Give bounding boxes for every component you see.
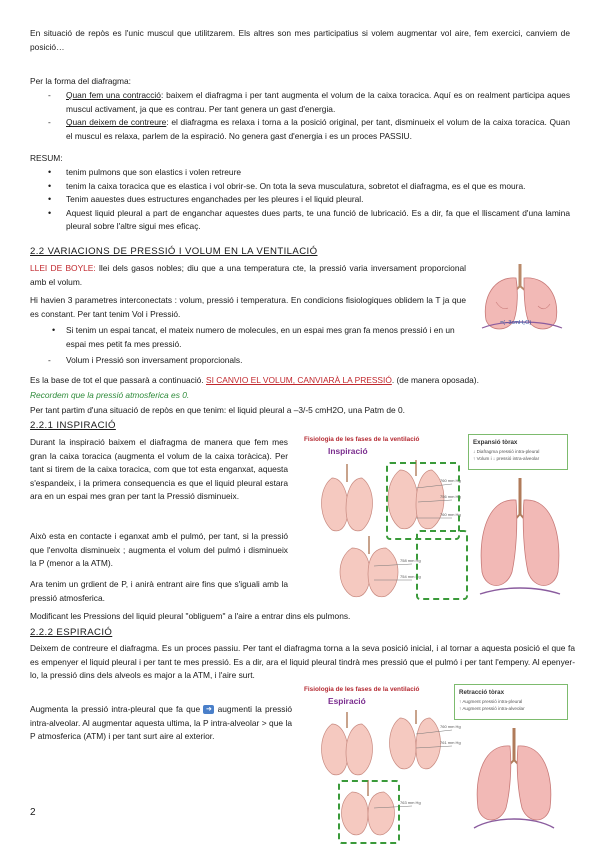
espiracio-paragraph-2	[30, 703, 292, 744]
boyle-text: llei dels gasos nobles; diu que a una temperatura cte, la pressió varia inversament proporcional amb el volum.	[30, 263, 467, 287]
section-heading: 2.2.2 ESPIRACIÓ	[30, 627, 113, 638]
svg-text:756 mm Hg: 756 mm Hg	[440, 494, 461, 499]
base-paragraph	[30, 374, 575, 388]
dashed-highlight	[338, 780, 400, 844]
svg-text:760 mm Hg: 760 mm Hg	[440, 724, 461, 729]
resum-heading: RESUM:	[30, 153, 63, 163]
expansio-box	[468, 434, 568, 470]
espiracio-text-pre: Augmenta la pressió intra-pleural que fa que	[30, 704, 204, 714]
recordem-note: Recordem que la pressió atmosferica es 0.	[30, 390, 190, 400]
boyle-list	[30, 324, 466, 368]
list-item	[30, 116, 570, 143]
svg-text:758 mm Hg: 758 mm Hg	[400, 558, 421, 563]
box-title: Retracció tòrax	[459, 689, 505, 696]
figure-title: Fisiologia de les fases de la ventilació	[304, 436, 420, 443]
list-item: • Aquest liquid pleural a part de enganchar aquestes dues parts, te una funció de lubricació. Es a dir, fa que el lliscament d'una lamina pleural sobre l'altre sigui mes eficaç.	[30, 207, 570, 234]
diafragma-list	[30, 89, 570, 143]
boyle-figure-label: =(−3cmH₂O)	[500, 320, 532, 326]
resum-list	[30, 166, 570, 234]
dashed-highlight	[386, 462, 460, 540]
boyle-lung-figure	[472, 258, 572, 340]
inspiracio-paragraph-1: Durant la inspiració baixem el diafragma de manera que fem mes gran la caixa toracica (augmenta el volum de la caixa toràcica). Per tant si tirem de la caixa toracica, com que tot esta enganxat, aquesta s'espandeix, i la primera consequencia es que el liquid pleural estara ara en un espai mes gran per tant la Pressió disminueix.	[30, 437, 288, 502]
list-item	[30, 89, 570, 116]
figure-title: Fisiologia de les fases de la ventilació	[304, 686, 420, 693]
espiracio-paragraph-1	[30, 642, 575, 683]
figure-subtitle: Inspiració	[328, 446, 368, 456]
box-item: ↑ Volum i ↓ pressió intra-alveolar	[473, 456, 540, 461]
params-paragraph: Hi havien 3 parametres interconectats : volum, pressió i temperatura. En condicions fisiologiques oblidem la T ja que es constant. Per tant tenim Vol i Pressió.	[30, 295, 466, 319]
list-item: • Si tenim un espai tancat, el mateix numero de molecules, en un espai mes gran fa menos pressió i en un espai mes petit fa mes pressió.	[30, 324, 466, 351]
svg-text:763 mm Hg: 763 mm Hg	[400, 800, 421, 805]
expiration-lungs-illustration	[464, 724, 564, 842]
intro-paragraph: En situació de repòs es l'unic muscul que utilitzarem. Els altres son mes participatius si volem augmentar vol aire, fem exercici, canviem de posició…	[30, 28, 570, 52]
inspiracio-paragraph-3: Ara tenim un grdient de P, i anirà entrant aire fins que s'iguali amb la pressió atmosferica.	[30, 579, 288, 603]
boyle-label: LLEI DE BOYLE:	[30, 263, 96, 273]
svg-text:760 mm Hg: 760 mm Hg	[440, 478, 461, 483]
boyle-paragraph	[30, 262, 466, 289]
partim-paragraph: Per tant partim d'una situació de repòs en que tenim: el liquid pleural a –3/-5 cmH2O, una Patm de 0.	[30, 405, 405, 415]
list-item-text: : el diafragma es relaxa i torna a la posició original, per tant, disminueix el volum de la caixa toracica. Quan el muscul es relaxa, parlem de la espiració. No genera gast d'energia i es un proces PASSIU.	[66, 117, 570, 141]
section-heading: 2.2 VARIACIONS DE PRESSIÓ I VOLUM EN LA VENTILACIÓ	[30, 246, 318, 257]
box-item: ↑ Augment pressió intra-alveolar	[459, 706, 525, 711]
base-post: . (de manera oposada).	[391, 375, 479, 385]
lungs-illustration	[472, 258, 572, 340]
box-title: Expansió tòrax	[473, 439, 518, 446]
inspiracio-paragraph-4: Modificant les Pressions del liquid pleural "obliguem" a l'aire a entrar dins els pulmons.	[30, 611, 351, 621]
espiracio-figure	[298, 680, 570, 845]
inspiration-lungs-illustration	[474, 474, 566, 604]
svg-text:760 mm Hg: 760 mm Hg	[440, 512, 461, 517]
svg-text:761 mm Hg: 761 mm Hg	[440, 740, 461, 745]
espiracio-text: Deixem de contreure el diafragma. Es un proces passiu. Per tant el diafragma torna a la seva posició inicial, i al tornar a aquesta posició el que fa es empenyer el liquid pleural i per tant te mes pressió. Es a dir, ara el liquid pleural tindrà mes pressió que el pulmó i per tant l'empeny. Al epenyer-lo, la pressió dins dels alveols es major a la ATM, i l'aire surt.	[30, 643, 575, 681]
page-number: 2	[30, 807, 36, 818]
dashed-highlight	[416, 530, 468, 600]
svg-text:754 mm Hg: 754 mm Hg	[400, 574, 421, 579]
list-item: • tenim pulmons que son elastics i volen retreure	[30, 166, 570, 180]
list-item: • Tenim aauestes dues estructures enganchades per les pleures i el liquid pleural.	[30, 193, 570, 207]
list-item-lead: Quan fem una contracció	[66, 90, 161, 100]
diafragma-heading: Per la forma del diafragma:	[30, 76, 132, 86]
list-item: • tenim la caixa toracica que es elastica i vol obrir-se. On tota la seva musculatura, sobretot el diafragma, es el que es moura.	[30, 180, 570, 194]
box-item: ↓ Diafragma pressió intra-pleural	[473, 449, 540, 454]
list-item: - Volum i Pressió son inversament proporcionals.	[30, 354, 466, 368]
box-item: ↑ Augment pressió intra-pleural	[459, 699, 523, 704]
list-item-lead: Quan deixem de contreure	[66, 117, 167, 128]
section-heading: 2.2.1 INSPIRACIÓ	[30, 420, 116, 431]
retraccio-box	[454, 684, 568, 720]
list-item-text: : baixem el diafragma i per tant augmenta el volum de la caixa toracica. Aquí es on realment participa aques muscul activament, ja que es contrau. Per tant genera un gast d'energia.	[66, 90, 571, 114]
arrow-right-icon: ➜	[203, 705, 214, 714]
base-highlight: SI CANVIO EL VOLUM, CANVIARÀ LA PRESSIÓ	[206, 375, 392, 385]
figure-subtitle: Espiració	[328, 696, 366, 706]
base-pre: Es la base de tot el que passarà a continuació.	[30, 375, 206, 385]
inspiracio-figure	[298, 430, 570, 608]
inspiracio-paragraph-2: Això esta en contacte i eganxat amb el pulmó, per tant, si la pressió que l'envolta disminueix ; augmenta el volum del pulmó i disminueix la P (menor a la ATM).	[30, 531, 288, 569]
espiracio-text-post: augmenti la pressió intra-alveolar. Al augmentar aquesta ultima, la P intra-alveolar > que la P atmosferica (ATM) i per tant surt aire al exterior.	[30, 704, 292, 742]
